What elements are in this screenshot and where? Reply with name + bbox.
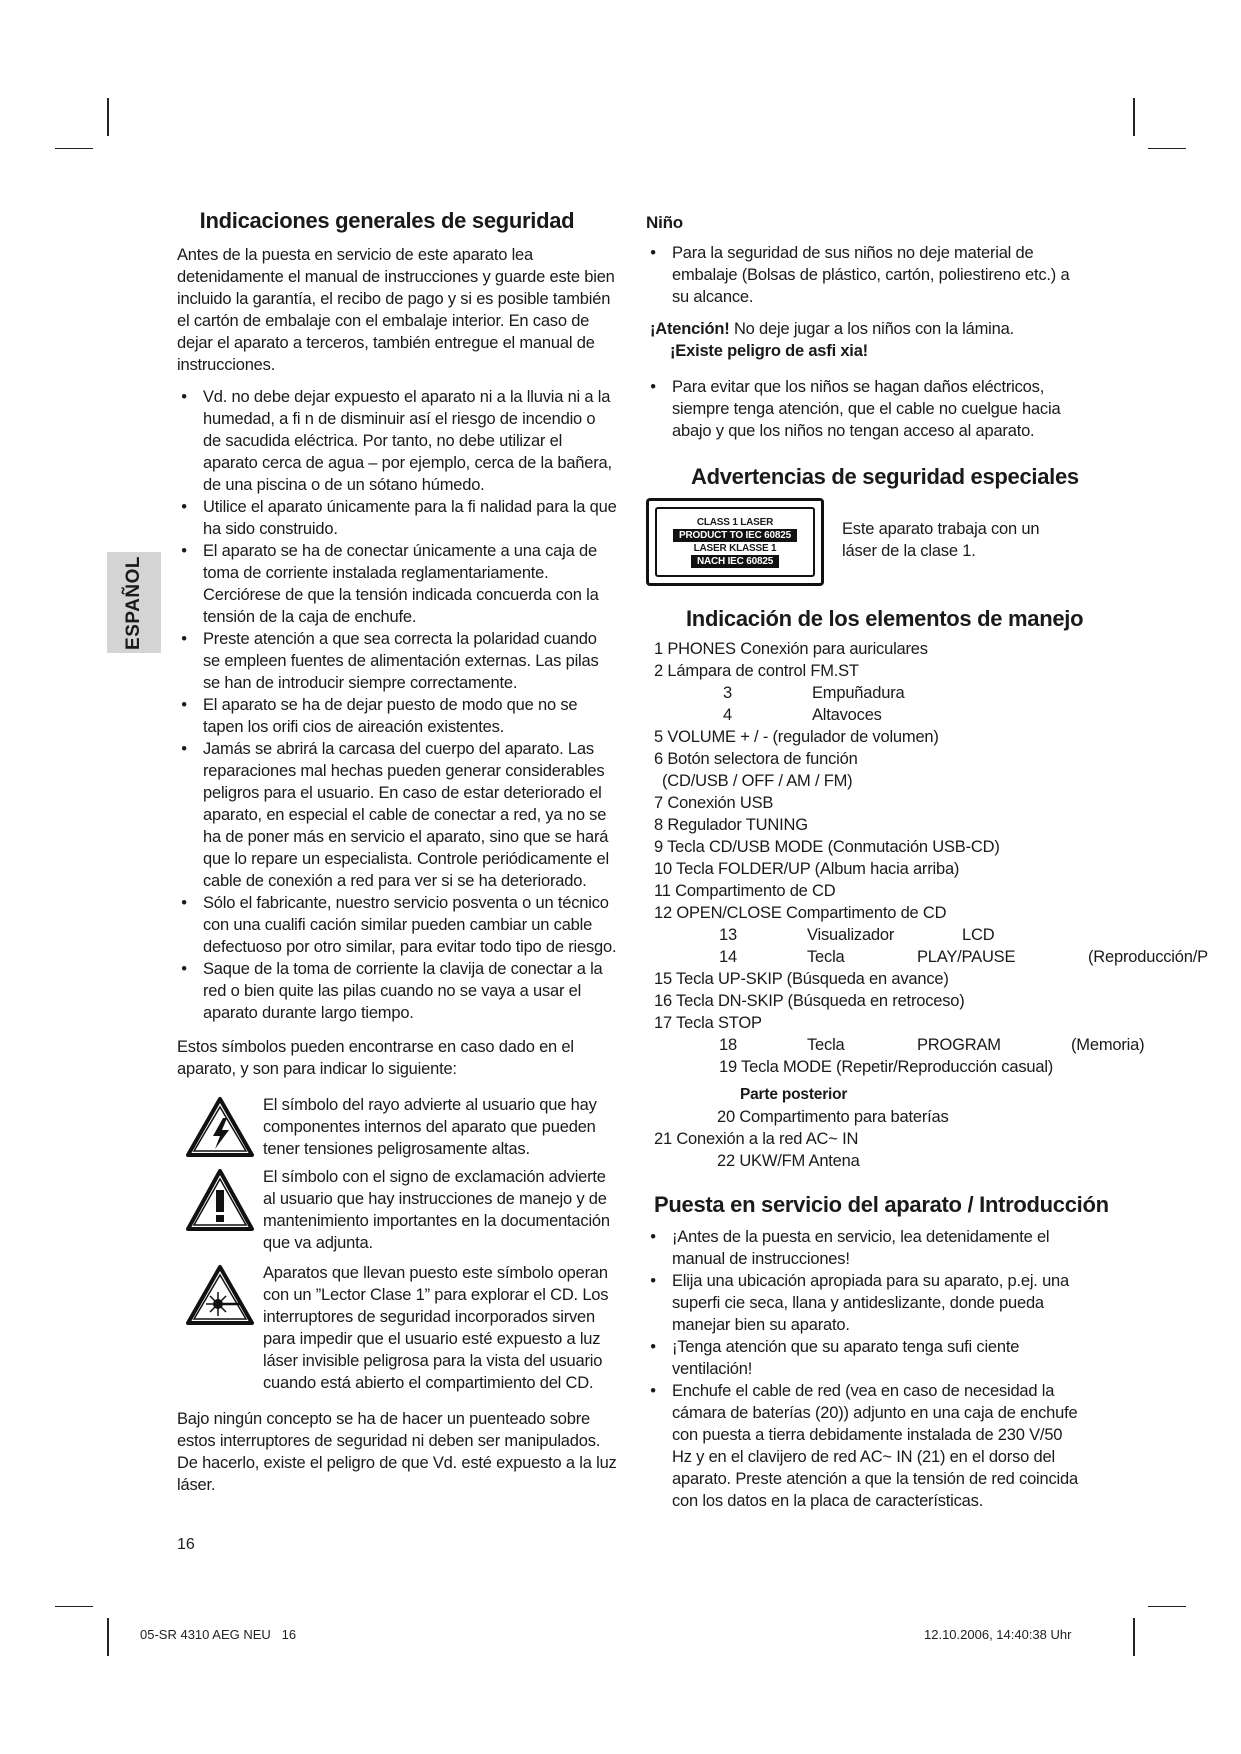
attention-bold: ¡Existe peligro de asfi xia! — [670, 342, 868, 360]
list-item: (CD/USB / OFF / AM / FM) — [662, 772, 853, 790]
list-item: • Para evitar que los niños se hagan daños eléctricos, siempre tenga atención, que el cable no cuelgue hacia abajo y que los niños no tengan acceso al aparato. — [650, 378, 1061, 440]
list-item: • Vd. no debe dejar expuesto el aparato ni a la lluvia ni a la humedad, a fi n de disminuir así el riesgo de incendio o de sacudida eléctrica. Por tanto, no debe utilizar el aparato cerca de agua – por ejemplo, cerca de la bañera, de una piscina o de un sótano húmedo. — [181, 388, 612, 494]
exclamation-warning-icon — [185, 1168, 255, 1232]
list-item: • ¡Tenga atención que su aparato tenga sufi ciente ventilación! — [650, 1338, 1020, 1378]
crop-mark — [55, 148, 93, 149]
list-item: 19 Tecla MODE (Repetir/Reproducción casual) — [719, 1058, 1054, 1076]
list-item: 2 Lámpara de control FM.ST — [654, 662, 859, 680]
laser-class-label — [646, 498, 824, 586]
list-item: • Enchufe el cable de red (vea en caso de necesidad la cámara de baterías (20)) adjunto en una caja de enchufe con puesta a tierra debidamente instalada de 230 V/50 Hz y en el clavijero de red AC~ IN (21) en el dorso del aparato. Preste atención a que la tensión de red coincida con los datos en la placa de características. — [650, 1382, 1078, 1510]
list-item: 21 Conexión a la red AC~ IN — [654, 1130, 859, 1148]
language-tab — [107, 552, 161, 653]
safety-intro: Antes de la puesta en servicio de este aparato lea detenidamente el manual de instrucciones y guarde este bien incluido la garantía, el recibo de pago y si es posible también el cartón de embalaje con el embalaje interior. En caso de dejar el aparato a terceros, también entregue el manual de instrucciones. — [177, 246, 615, 374]
laser-label-line: CLASS 1 LASER — [696, 517, 774, 528]
laser-label-line: LASER KLASSE 1 — [693, 543, 777, 554]
attention-note — [646, 318, 1226, 362]
list-item: 11 Compartimento de CD — [654, 882, 836, 900]
list-item: 22 UKW/FM Antena — [717, 1152, 860, 1170]
list-item: 12 OPEN/CLOSE Compartimento de CD — [654, 904, 947, 922]
laser-label-line: PRODUCT TO IEC 60825 — [673, 529, 797, 542]
footer-left: 05-SR 4310 AEG NEU 16 — [140, 1627, 297, 1642]
list-item: • Elija una ubicación apropiada para su aparato, p.ej. una superfi cie seca, llana y antideslizante, donde pueda manejar bien su aparato. — [650, 1272, 1070, 1334]
attention-text: No deje jugar a los niños con la lámina. — [729, 320, 1014, 338]
list-item: • El aparato se ha de conectar únicamente a una caja de toma de corriente instalada reglamentariamente. Cerciórese de que la tensión indicada concuerda con la tensión de la caja de enchufe. — [181, 542, 599, 626]
list-item: • ¡Antes de la puesta en servicio, lea detenidamente el manual de instrucciones! — [650, 1228, 1050, 1268]
symbols-intro: Estos símbolos pueden encontrarse en caso dado en el aparato, y son para indicar lo siguiente: — [177, 1038, 574, 1078]
language-tab-label: ESPAÑOL — [123, 555, 144, 650]
safety-title: Indicaciones generales de seguridad — [199, 208, 575, 233]
list-item: • Jamás se abrirá la carcasa del cuerpo del aparato. Las reparaciones mal hechas pueden generar considerables peligros para el usuario. En caso de estar deteriorado el aparato, en especial el cable de conectar a red, ya no se ha de poner más en servicio el aparato, sino que se hará que lo repare un especialista. Controle periódicamente el cable de conexión a red para ver si se ha deteriorado. — [181, 740, 609, 890]
child-bullets — [646, 242, 1086, 308]
list-item: 7 Conexión USB — [654, 794, 774, 812]
list-item: • Preste atención a que sea correcta la polaridad cuando se empleen fuentes de alimentación externas. Las pilas se han de introducir siempre correctamente. — [181, 630, 599, 692]
list-item: • Sólo el fabricante, nuestro servicio posventa o un técnico con una cualifi cación similar pueden cambiar un cable defectuoso por otro similar, para evitar todo tipo de riesgo. — [181, 894, 617, 956]
crop-mark — [1148, 148, 1186, 149]
symbol-lightning-row — [177, 1094, 617, 1160]
laser-label-line: NACH IEC 60825 — [691, 555, 779, 568]
list-item: 18 Tecla PROGRAM (Memoria) — [719, 1036, 1145, 1054]
list-item: 17 Tecla STOP — [654, 1014, 762, 1032]
crop-mark — [1133, 98, 1135, 136]
list-item: 10 Tecla FOLDER/UP (Album hacia arriba) — [654, 860, 960, 878]
list-item: 16 Tecla DN-SKIP (Búsqueda en retroceso) — [654, 992, 965, 1010]
child-heading: Niño — [646, 213, 683, 232]
controls-list — [646, 638, 1226, 1172]
symbol-exclamation-text: El símbolo con el signo de exclamación advierte al usuario que hay instrucciones de manejo y de mantenimiento importantes en la documentación que va adjunta. — [263, 1168, 610, 1252]
attention-label: ¡Atención! — [650, 320, 730, 338]
laser-text: Este aparato trabaja con un láser de la clase 1. — [842, 520, 1040, 560]
footer-right: 12.10.2006, 14:40:38 Uhr — [924, 1627, 1072, 1642]
crop-mark — [107, 98, 109, 136]
list-item: 20 Compartimento para baterías — [717, 1108, 949, 1126]
laser-warning-icon — [185, 1264, 255, 1326]
closing-text: Bajo ningún concepto se ha de hacer un puenteado sobre estos interruptores de seguridad ni deben ser manipulados. De hacerlo, existe el peligro de que Vd. esté expuesto a la luz láser. — [177, 1410, 617, 1494]
list-item: 5 VOLUME + / - (regulador de volumen) — [654, 728, 939, 746]
list-item: 3 Empuñadura — [723, 684, 905, 702]
list-item: 6 Botón selectora de función — [654, 750, 858, 768]
list-item: 1 PHONES Conexión para auriculares — [654, 640, 928, 658]
lightning-warning-icon — [185, 1096, 255, 1158]
right-column — [646, 212, 1226, 1512]
crop-mark — [107, 1618, 109, 1656]
list-item: • Saque de la toma de corriente la clavija de conectar a la red o bien quite las pilas cuando no se vaya a usar el aparato durante largo tiempo. — [181, 960, 603, 1022]
startup-title: Puesta en servicio del aparato / Introducción — [654, 1192, 1109, 1217]
list-item: 13 Visualizador LCD — [719, 926, 995, 944]
special-title: Advertencias de seguridad especiales — [691, 464, 1079, 489]
list-item: 9 Tecla CD/USB MODE (Conmutación USB-CD) — [654, 838, 1000, 856]
symbol-laser-text: Aparatos que llevan puesto este símbolo operan con un ”Lector Clase 1” para explorar el CD. Los interruptores de seguridad incorporados sirven para impedir que el usuario esté expuesto a luz láser invisible peligrosa para la vista del usuario cuando está abierto el compartimiento del CD. — [263, 1264, 609, 1392]
list-item: 14 Tecla PLAY/PAUSE (Reproducción/P — [719, 948, 1208, 966]
symbol-laser-row — [177, 1262, 617, 1394]
symbol-lightning-text: El símbolo del rayo advierte al usuario que hay componentes internos del aparato que pueden tener tensiones peligrosamente altas. — [263, 1096, 597, 1158]
crop-mark — [1148, 1606, 1186, 1607]
left-column — [177, 210, 617, 1496]
laser-row — [646, 498, 1226, 586]
controls-title: Indicación de los elementos de manejo — [686, 606, 1084, 631]
child-bullets-2 — [646, 376, 1086, 442]
list-item: Parte posterior — [740, 1086, 848, 1103]
crop-mark — [55, 1606, 93, 1607]
list-item: 8 Regulador TUNING — [654, 816, 808, 834]
page-number: 16 — [177, 1536, 195, 1553]
list-item: • El aparato se ha de dejar puesto de modo que no se tapen los orifi cios de aireación existentes. — [181, 696, 578, 736]
list-item: 15 Tecla UP-SKIP (Búsqueda en avance) — [654, 970, 949, 988]
symbol-exclamation-row — [177, 1166, 617, 1254]
crop-mark — [1133, 1618, 1135, 1656]
list-item: 4 Altavoces — [723, 706, 882, 724]
list-item: • Para la seguridad de sus niños no deje material de embalaje (Bolsas de plástico, cartón, poliestireno etc.) a su alcance. — [650, 244, 1070, 306]
startup-bullets — [646, 1226, 1086, 1512]
list-item: • Utilice el aparato únicamente para la fi nalidad para la que ha sido construido. — [181, 498, 617, 538]
safety-bullets — [177, 386, 617, 1024]
